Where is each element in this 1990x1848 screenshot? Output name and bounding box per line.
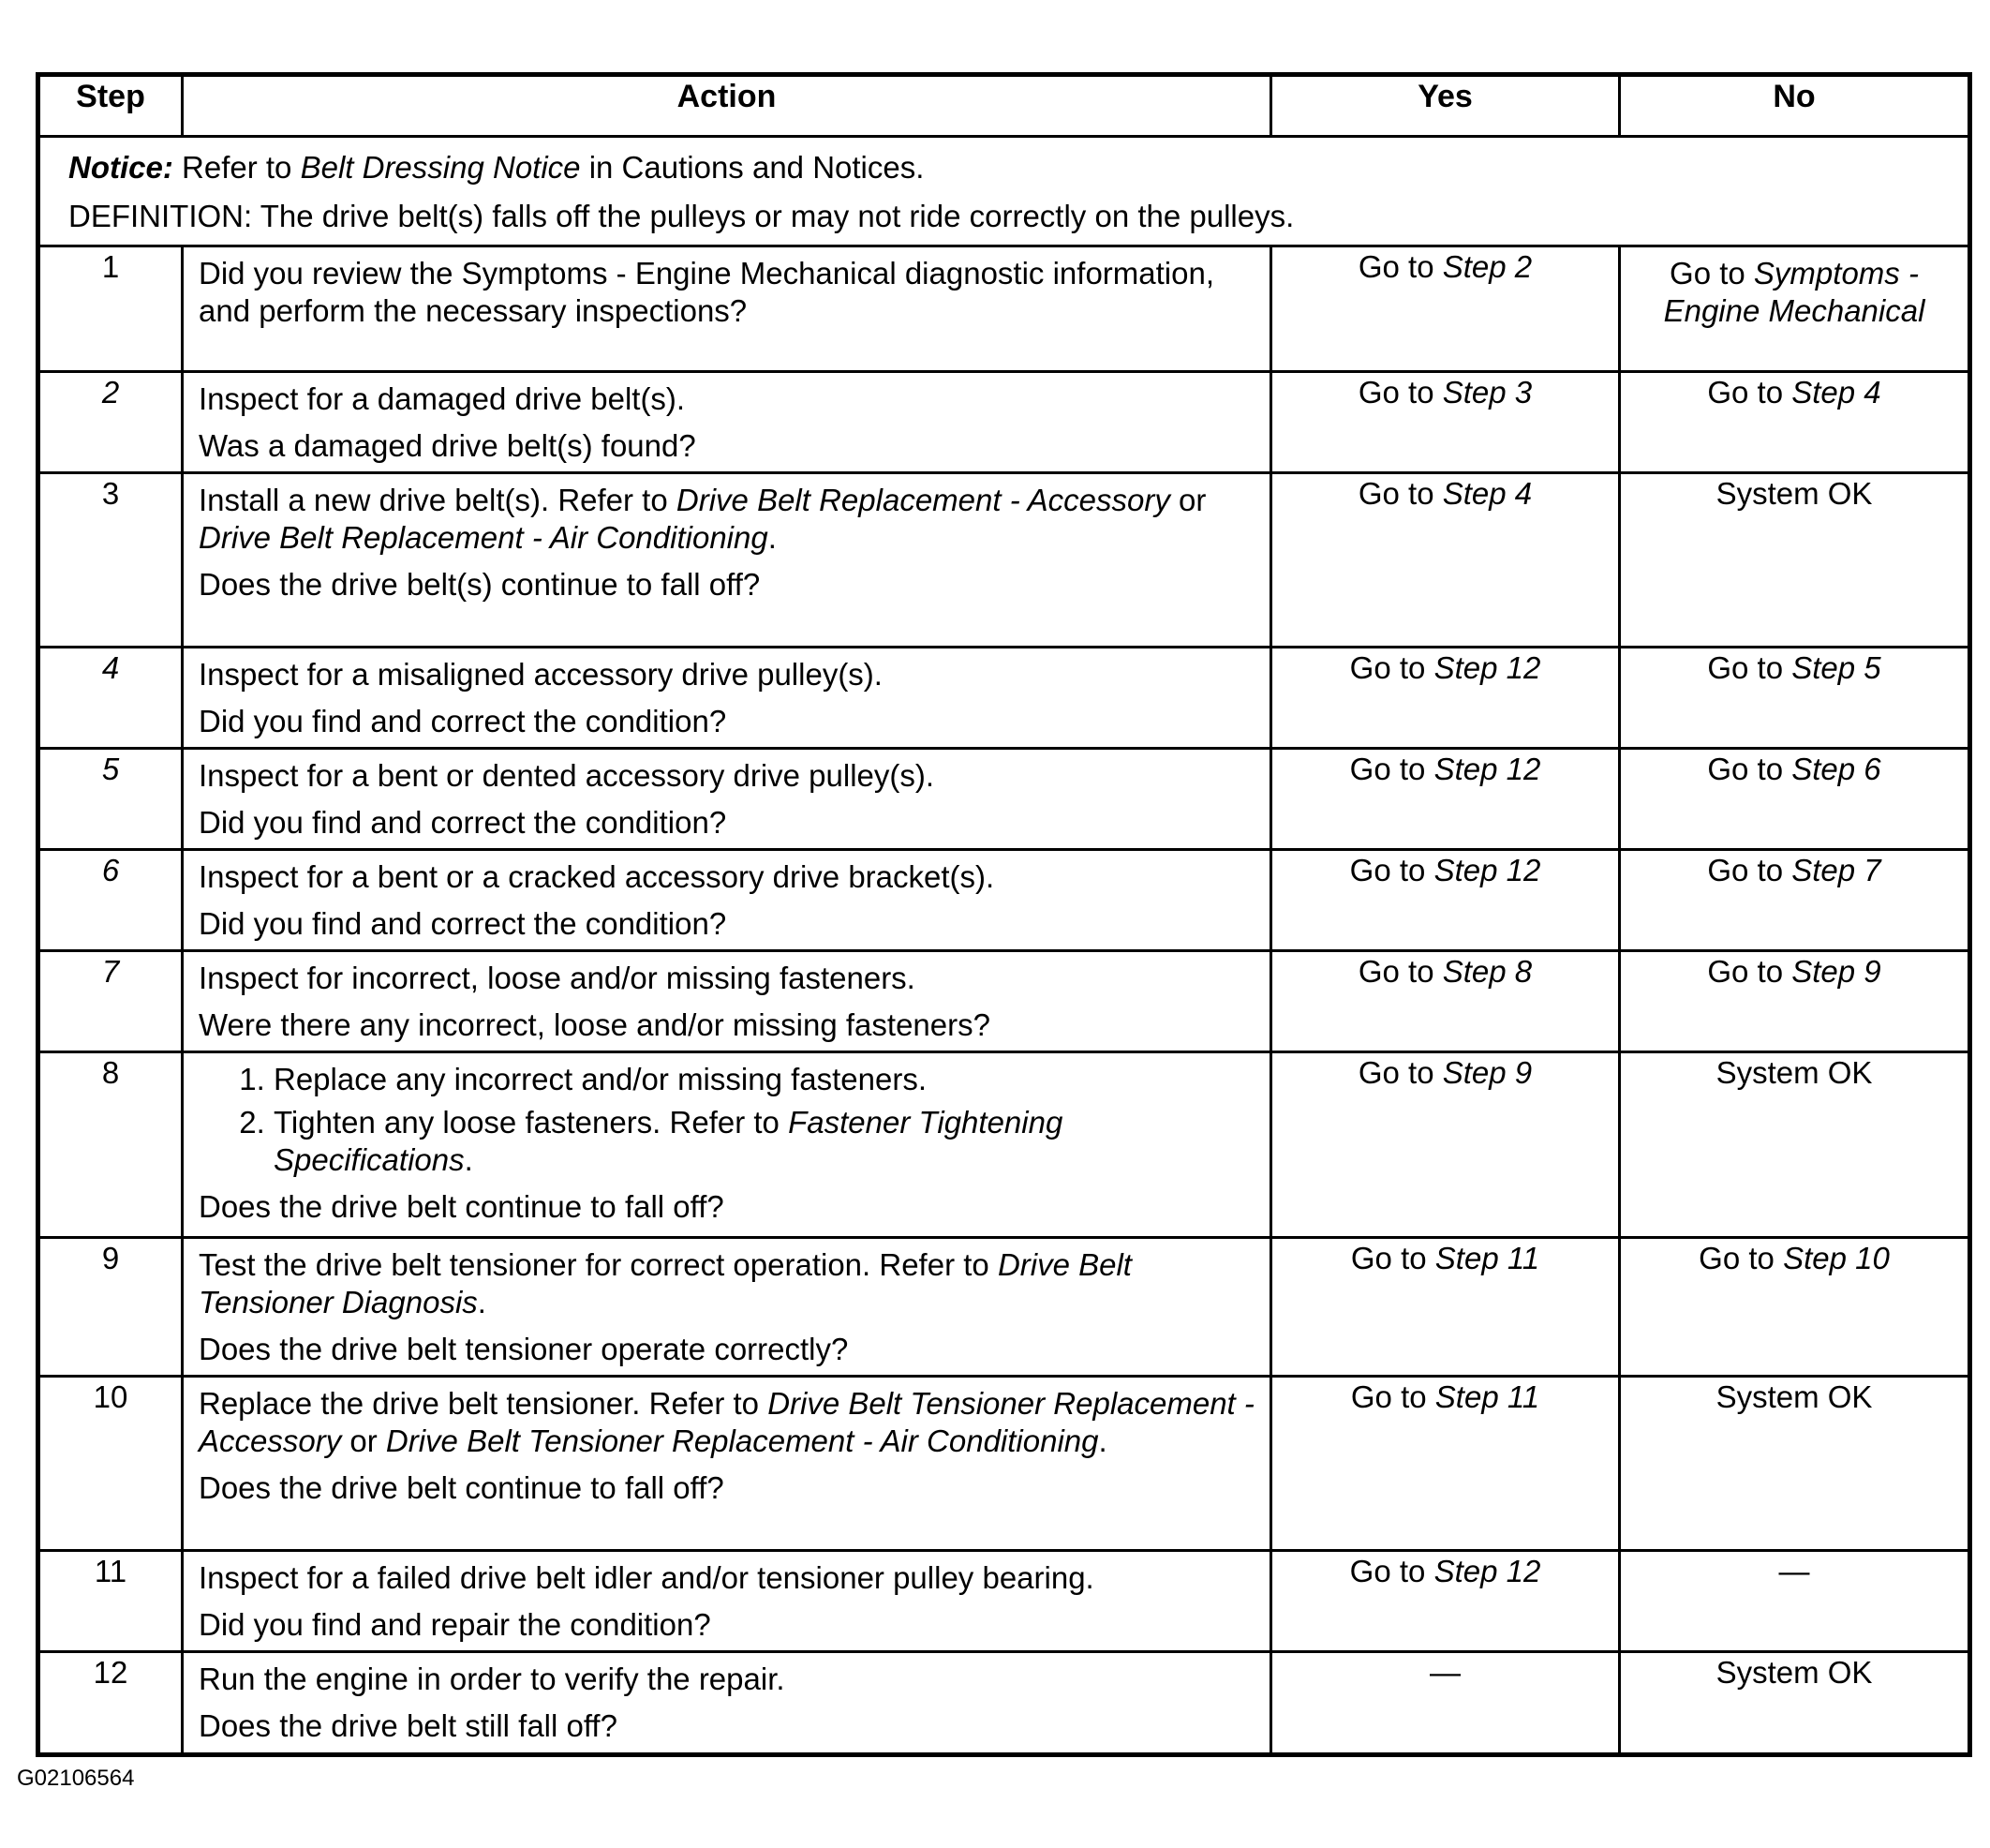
table-row [38, 1551, 1970, 1652]
table-header-row [38, 75, 1970, 137]
yes-ref: Step 3 [1442, 375, 1533, 410]
no-cell [1620, 749, 1970, 850]
yes-cell [1271, 1551, 1620, 1652]
yes-prefix: Go to [1350, 1241, 1427, 1275]
table-row [38, 1238, 1970, 1377]
no-prefix: Go to [1707, 752, 1784, 786]
no-cell: System OK [1620, 1052, 1970, 1238]
action-cell [183, 246, 1271, 372]
yes-prefix: Go to [1349, 650, 1426, 685]
yes-cell [1271, 1377, 1620, 1551]
question-text: Did you find and correct the condition? [199, 805, 727, 840]
action-text: Inspect for a misaligned accessory drive pulley(s). [199, 657, 883, 692]
step-number: 9 [38, 1238, 183, 1377]
notice-line [68, 143, 1939, 192]
no-cell: System OK [1620, 1377, 1970, 1551]
step-number: 2 [38, 372, 183, 473]
action-ref-1: Drive Belt Replacement - Accessory [676, 483, 1170, 517]
yes-ref: Step 2 [1442, 249, 1533, 284]
yes-prefix: Go to [1358, 1055, 1434, 1090]
no-cell: — [1620, 1551, 1970, 1652]
no-prefix: Go to [1707, 954, 1784, 989]
action-text [199, 1385, 1258, 1460]
header-yes: Yes [1271, 75, 1620, 137]
action-text-a: Test the drive belt tensioner for correct operation. Refer to [199, 1247, 989, 1282]
yes-cell [1271, 749, 1620, 850]
step-number: 11 [38, 1551, 183, 1652]
question-text: Does the drive belt still fall off? [199, 1708, 617, 1743]
no-cell [1620, 1238, 1970, 1377]
table-row [38, 246, 1970, 372]
table-row [38, 850, 1970, 951]
table-row [38, 1377, 1970, 1551]
no-prefix: Go to [1699, 1241, 1775, 1275]
no-cell [1620, 372, 1970, 473]
no-prefix: Go to [1707, 375, 1784, 410]
no-ref: Symptoms - Engine Mechanical [1663, 256, 1925, 328]
yes-prefix: Go to [1358, 954, 1434, 989]
action-text: Inspect for incorrect, loose and/or missing fasteners. [199, 961, 915, 995]
list-item [274, 1104, 1258, 1179]
table-row [38, 1052, 1970, 1238]
step-number: 8 [38, 1052, 183, 1238]
action-text: Inspect for a bent or dented accessory drive pulley(s). [199, 758, 935, 793]
action-text [199, 482, 1258, 557]
yes-cell [1271, 850, 1620, 951]
action-text [199, 1246, 1258, 1321]
action-ref-2: Drive Belt Replacement - Air Conditioning [199, 520, 768, 555]
no-cell: System OK [1620, 1652, 1970, 1755]
action-cell [183, 648, 1271, 749]
action-list [199, 1061, 1258, 1179]
no-ref: Step 5 [1791, 650, 1881, 685]
yes-cell [1271, 648, 1620, 749]
no-cell [1620, 648, 1970, 749]
action-cell [183, 1238, 1271, 1377]
yes-ref: Step 11 [1434, 1379, 1540, 1414]
no-ref: Step 10 [1783, 1241, 1890, 1275]
yes-ref: Step 12 [1433, 1554, 1541, 1588]
no-prefix: Go to [1707, 853, 1784, 887]
action-text: Did you review the Symptoms - Engine Mechanical diagnostic information, and perform the necessary inspections? [199, 256, 1215, 328]
yes-ref: Step 11 [1434, 1241, 1540, 1275]
yes-prefix: Go to [1358, 476, 1434, 511]
definition-line: DEFINITION: The drive belt(s) falls off the pulleys or may not ride correctly on the pulleys. [68, 199, 1295, 233]
yes-ref: Step 12 [1433, 752, 1541, 786]
header-action: Action [183, 75, 1271, 137]
yes-cell [1271, 1052, 1620, 1238]
no-ref: Step 6 [1791, 752, 1881, 786]
yes-cell: — [1271, 1652, 1620, 1755]
action-text-c: . [477, 1285, 486, 1319]
table-row [38, 951, 1970, 1052]
step-number: 3 [38, 473, 183, 648]
question-text: Was a damaged drive belt(s) found? [199, 428, 696, 463]
action-text: Run the engine in order to verify the repair. [199, 1662, 785, 1696]
action-text-c: . [767, 520, 777, 555]
step-number: 6 [38, 850, 183, 951]
question-text: Did you find and correct the condition? [199, 906, 727, 941]
step-number: 12 [38, 1652, 183, 1755]
question-text: Does the drive belt(s) continue to fall off? [199, 567, 761, 602]
item-text-a: Tighten any loose fasteners. Refer to [274, 1105, 780, 1140]
no-prefix: Go to [1707, 650, 1784, 685]
step-number: 10 [38, 1377, 183, 1551]
table-row [38, 749, 1970, 850]
step-number: 7 [38, 951, 183, 1052]
action-text-b: or [1179, 483, 1207, 517]
question-text: Does the drive belt continue to fall off? [199, 1470, 724, 1505]
action-cell [183, 1052, 1271, 1238]
list-item: 1. Replace any incorrect and/or missing fasteners. [274, 1061, 1258, 1098]
no-cell: System OK [1620, 473, 1970, 648]
notice-label: Notice: [68, 150, 173, 185]
no-ref: Step 9 [1791, 954, 1881, 989]
notice-row [38, 137, 1970, 246]
step-number: 4 [38, 648, 183, 749]
action-text-b: or [349, 1423, 378, 1458]
table-row [38, 1652, 1970, 1755]
notice-ref: Belt Dressing Notice [300, 150, 581, 185]
action-cell [183, 1551, 1271, 1652]
figure-id: G02106564 [17, 1766, 135, 1791]
action-text: Inspect for a failed drive belt idler and/or tensioner pulley bearing. [199, 1560, 1094, 1595]
action-text-c: . [1098, 1423, 1107, 1458]
action-cell [183, 1377, 1271, 1551]
no-ref: Step 4 [1791, 375, 1881, 410]
action-cell [183, 951, 1271, 1052]
action-ref-2: Drive Belt Tensioner Replacement - Air Conditioning [385, 1423, 1099, 1458]
yes-cell [1271, 473, 1620, 648]
action-cell [183, 850, 1271, 951]
notice-text-after: in Cautions and Notices. [588, 150, 925, 185]
table-row [38, 372, 1970, 473]
no-cell [1620, 850, 1970, 951]
item-text-b: . [464, 1142, 473, 1177]
yes-cell [1271, 372, 1620, 473]
notice-text-before: Refer to [182, 150, 292, 185]
yes-ref: Step 9 [1442, 1055, 1533, 1090]
action-text-a: Replace the drive belt tensioner. Refer to [199, 1386, 760, 1421]
yes-ref: Step 8 [1442, 954, 1533, 989]
item-ref: Fastener Tightening Specifications [274, 1105, 1063, 1177]
question-text: Did you find and repair the condition? [199, 1607, 711, 1642]
yes-ref: Step 12 [1433, 853, 1541, 887]
yes-ref: Step 12 [1433, 650, 1541, 685]
yes-prefix: Go to [1349, 752, 1426, 786]
yes-cell [1271, 246, 1620, 372]
no-cell [1620, 246, 1970, 372]
no-cell [1620, 951, 1970, 1052]
question-text: Does the drive belt tensioner operate correctly? [199, 1332, 849, 1366]
yes-prefix: Go to [1358, 249, 1434, 284]
action-text: Inspect for a bent or a cracked accessory drive bracket(s). [199, 859, 995, 894]
header-step: Step [38, 75, 183, 137]
step-number: 1 [38, 246, 183, 372]
action-text: Inspect for a damaged drive belt(s). [199, 381, 686, 416]
yes-prefix: Go to [1349, 853, 1426, 887]
action-cell [183, 473, 1271, 648]
action-ref-1: Drive Belt Tensioner Diagnosis [199, 1247, 1132, 1319]
yes-cell [1271, 1238, 1620, 1377]
yes-prefix: Go to [1358, 375, 1434, 410]
step-number: 5 [38, 749, 183, 850]
notice-cell [38, 137, 1970, 246]
yes-ref: Step 4 [1442, 476, 1533, 511]
yes-prefix: Go to [1350, 1379, 1427, 1414]
question-text: Did you find and correct the condition? [199, 704, 727, 738]
table-row [38, 473, 1970, 648]
yes-cell [1271, 951, 1620, 1052]
action-text-a: Install a new drive belt(s). Refer to [199, 483, 668, 517]
yes-prefix: Go to [1349, 1554, 1426, 1588]
no-ref: Step 7 [1791, 853, 1881, 887]
no-prefix: Go to [1670, 256, 1745, 291]
action-cell [183, 749, 1271, 850]
question-text: Does the drive belt continue to fall off? [199, 1189, 724, 1224]
question-text: Were there any incorrect, loose and/or missing fasteners? [199, 1007, 990, 1042]
diagnostic-table [36, 72, 1972, 1757]
header-no: No [1620, 75, 1970, 137]
action-cell [183, 1652, 1271, 1755]
table-row [38, 648, 1970, 749]
action-cell [183, 372, 1271, 473]
action-ref-1: Drive Belt Tensioner Replacement - Accessory [199, 1386, 1255, 1458]
